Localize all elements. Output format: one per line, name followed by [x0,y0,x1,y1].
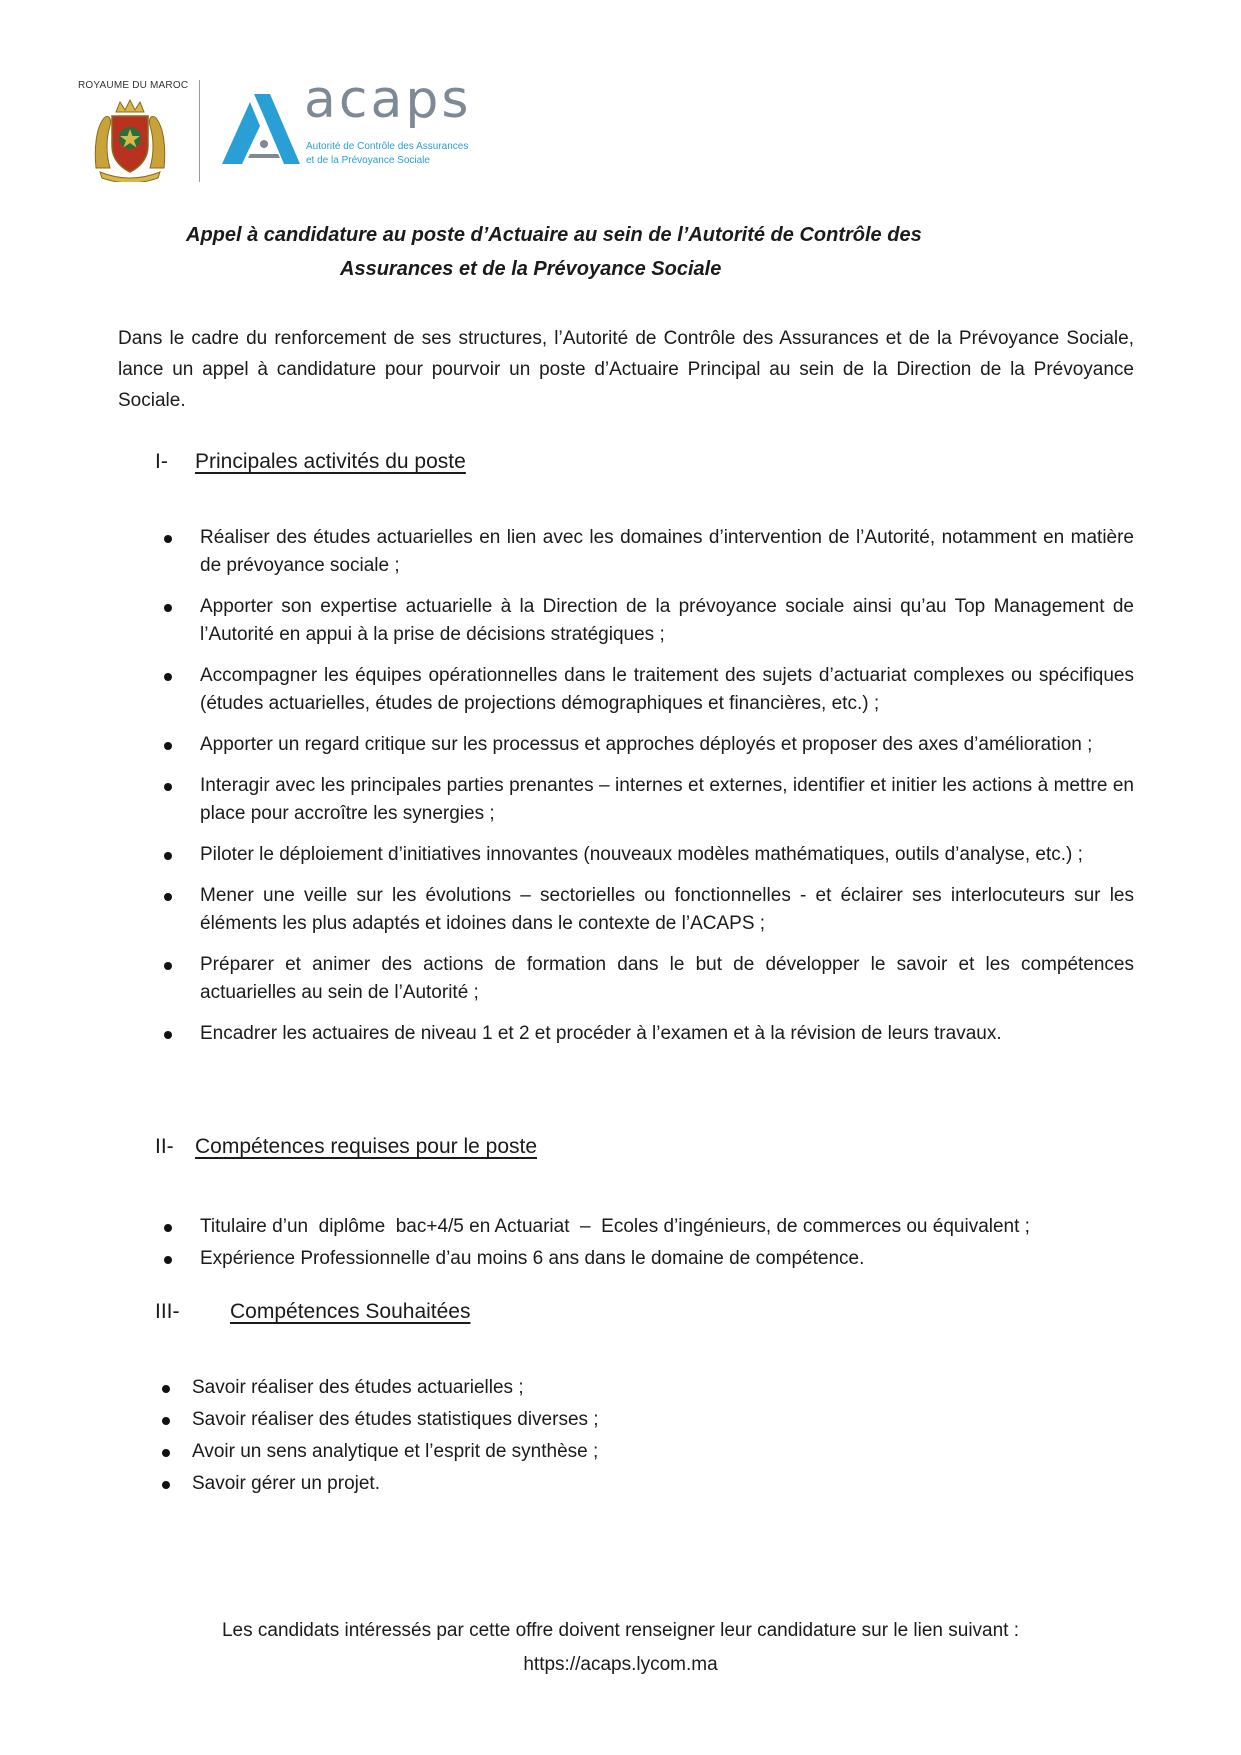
list-item [200,662,1134,718]
royaume-label: ROYAUME DU MAROC [78,80,189,91]
acaps-logo-icon [220,92,302,168]
intro-paragraph: Dans le cadre du renforcement de ses structures, l’Autorité de Contrôle des Assurances et de la Prévoyance Sociale, lance un appel à candidature pour pourvoir un poste d’Actuaire Principal au sein de la Direction de la Prévoyance Sociale. [118,328,1134,411]
footer-text: Les candidats intéressés par cette offre doivent renseigner leur candidature sur le lien suivant : [221,1620,1020,1641]
bullet-icon [164,1256,172,1264]
list-item-text: Encadrer les actuaires de niveau 1 et 2 et procéder à l’examen et à la révision de leurs travaux. [200,1023,1002,1044]
title-line-2: Assurances et de la Prévoyance Sociale [340,258,722,280]
list-item-text: Préparer et animer des actions de formation dans le but de développer le savoir et les compétences actuarielles au sein de l’Autorité ; [200,954,1134,1003]
list-item [192,1470,892,1498]
list-item [200,524,1134,580]
bullet-icon [164,535,172,543]
list-item [200,882,1134,938]
souhaitees-list [192,1374,892,1502]
bullet-icon [164,742,172,750]
section-number: III- [155,1300,180,1323]
list-item-text: Accompagner les équipes opérationnelles dans le traitement des sujets d’actuariat complexes ou spécifiques (études actuarielles, études de projections démographiques et financières, etc.) ; [200,665,1134,714]
list-item-text: Apporter son expertise actuarielle à la Direction de la prévoyance sociale ainsi qu’au Top Management de l’Autorité en appui à la prise de décisions stratégiques ; [200,596,1134,645]
list-item [200,951,1134,1007]
bullet-icon [162,1385,170,1393]
list-item-text: Réaliser des études actuarielles en lien avec les domaines d’intervention de l’Autorité, notamment en matière de prévoyance sociale ; [200,527,1134,576]
list-item-text: Savoir réaliser des études actuarielles ; [192,1377,524,1398]
document-header [78,70,498,188]
acaps-wordmark: acaps [304,70,472,130]
list-item-text: Apporter un regard critique sur les processus et approches déployés et proposer des axes d’amélioration ; [200,734,1093,755]
list-item [192,1374,892,1402]
list-item [200,731,1134,759]
list-item [192,1438,892,1466]
list-item [200,593,1134,649]
list-item-text: Interagir avec les principales parties prenantes – internes et externes, identifier et initier les actions à mettre en place pour accroître les synergies ; [200,775,1134,824]
section-number: I- [155,450,168,473]
list-item-text: Titulaire d’un diplôme bac+4/5 en Actuariat – Ecoles d’ingénieurs, de commerces ou équivalent ; [200,1216,1030,1237]
acaps-subtitle [306,140,506,168]
list-item [200,1213,1134,1241]
bullet-icon [164,962,172,970]
section-title: Compétences Souhaitées [230,1300,471,1323]
list-item [200,1245,1134,1273]
header-divider [199,80,200,182]
list-item-text: Mener une veille sur les évolutions – sectorielles ou fonctionnelles - et éclairer ses interlocuteurs sur les éléments les plus adaptés et idoines dans le contexte de l’ACAPS ; [200,885,1134,934]
list-item [200,841,1134,869]
section-title: Principales activités du poste [195,450,466,473]
bullet-icon [164,893,172,901]
list-item-text: Expérience Professionnelle d’au moins 6 ans dans le domaine de compétence. [200,1248,865,1269]
acaps-subtitle-line2: et de la Prévoyance Sociale [306,155,430,166]
bullet-icon [164,1031,172,1039]
bullet-icon [164,604,172,612]
royal-emblem-icon [92,98,168,182]
list-item [200,772,1134,828]
list-item-text: Savoir gérer un projet. [192,1473,380,1494]
section-number: II- [155,1135,174,1158]
bullet-icon [162,1481,170,1489]
requises-list [200,1213,1134,1277]
list-item [192,1406,892,1434]
list-item-text: Avoir un sens analytique et l’esprit de synthèse ; [192,1441,599,1462]
bullet-icon [164,783,172,791]
bullet-icon [164,1224,172,1232]
footer [0,1614,1241,1682]
list-item-text: Piloter le déploiement d’initiatives innovantes (nouveaux modèles mathématiques, outils d’analyse, etc.) ; [200,844,1083,865]
activities-list [200,524,1134,1061]
list-item [200,1020,1134,1048]
bullet-icon [162,1449,170,1457]
bullet-icon [164,852,172,860]
bullet-icon [164,673,172,681]
list-item-text: Savoir réaliser des études statistiques diverses ; [192,1409,599,1430]
bullet-icon [162,1417,170,1425]
title-line-1: Appel à candidature au poste d’Actuaire au sein de l’Autorité de Contrôle des [186,224,922,246]
application-link[interactable]: https://acaps.lycom.ma [523,1654,718,1675]
section-title: Compétences requises pour le poste [195,1135,538,1158]
acaps-subtitle-line1: Autorité de Contrôle des Assurances [306,141,469,152]
